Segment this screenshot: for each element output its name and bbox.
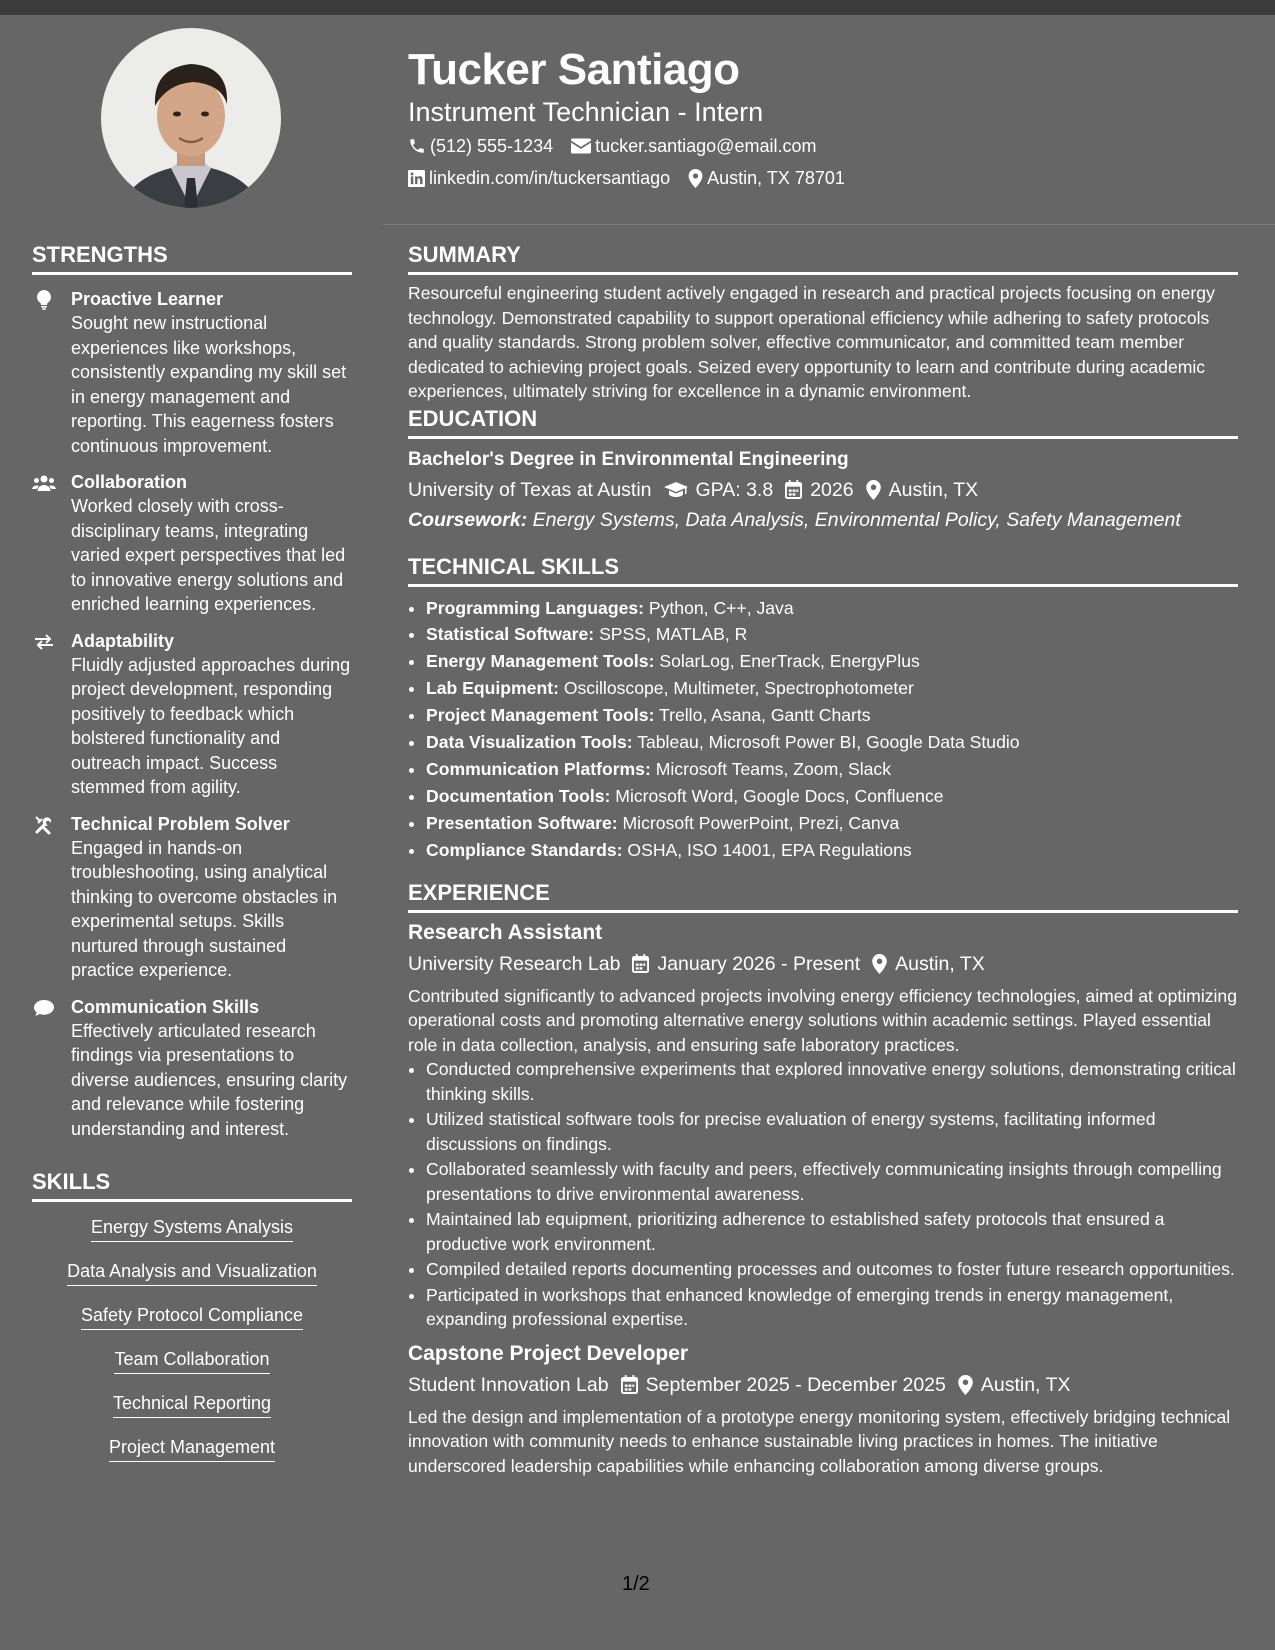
technical-skill-item (426, 729, 1238, 756)
skill-category: Programming Languages: (426, 597, 644, 618)
map-marker-icon (866, 480, 881, 500)
contact-row-2 (408, 166, 863, 190)
education-location: Austin, TX (888, 478, 979, 501)
skill-tag: Safety Protocol Compliance (81, 1303, 303, 1330)
job-meta (408, 1371, 1238, 1399)
phone-icon (408, 137, 426, 155)
job-bullet: • Participated in workshops that enhanced knowledge of emerging trends in energy management, expanding professional expertise. (426, 1283, 1238, 1332)
job-dates: September 2025 - December 2025 (645, 1373, 946, 1396)
job-dates-item (632, 950, 860, 978)
education-gpa-item (664, 476, 774, 504)
skill-values: SolarLog, EnerTrack, EnergyPlus (659, 651, 920, 672)
job-description: Contributed significantly to advanced projects involving energy efficiency technologies, aimed at optimizing operational costs and promoting alternative energy solutions within academic settings. Played essential role in data collection, analysis, and ensuring safe laboratory practices. (408, 985, 1238, 1055)
technical-skill-item (426, 783, 1238, 810)
technical-skills-list (408, 595, 1238, 864)
education-meta (408, 476, 1238, 504)
skill-values: Microsoft Word, Google Docs, Confluence (615, 785, 944, 806)
lightbulb-icon (32, 289, 56, 311)
strength-item (32, 812, 352, 983)
skill-values: OSHA, ISO 14001, EPA Regulations (627, 839, 912, 860)
skill-tags (32, 1210, 352, 1474)
skill-values: Python, C++, Java (648, 597, 794, 618)
email-address: tucker.santiago@email.com (595, 136, 817, 156)
experience-entry (408, 1340, 1238, 1479)
skill-category: Lab Equipment: (426, 678, 559, 699)
contact-row-1 (408, 134, 834, 158)
job-bullet: • Collaborated seamlessly with faculty and peers, effectively communicating insights through compelling presentations to drive environmental awareness. (426, 1157, 1238, 1206)
skill-values: Oscilloscope, Multimeter, Spectrophotometer (563, 678, 914, 699)
education-school: University of Texas at Austin (408, 478, 652, 501)
profile-photo (101, 28, 281, 208)
technical-skill-item (426, 675, 1238, 702)
experience-entry (408, 919, 1238, 1332)
technical-skill-item (426, 702, 1238, 729)
strength-item (32, 287, 352, 458)
strength-name: Communication Skills (71, 996, 260, 1017)
calendar-icon (621, 1375, 638, 1394)
comment-icon (32, 997, 56, 1019)
skill-values: Microsoft Teams, Zoom, Slack (655, 758, 892, 779)
tools-icon (32, 814, 56, 836)
top-bar (0, 0, 1275, 15)
strength-desc: Effectively articulated research findings via presentations to diverse audiences, ensuring clarity and relevance while fostering understanding and interest. (71, 1020, 348, 1139)
job-location: Austin, TX (895, 952, 985, 975)
map-marker-icon (958, 1375, 973, 1395)
strength-name: Technical Problem Solver (71, 813, 290, 834)
job-bullet: • Compiled detailed reports documenting processes and outcomes to foster future research opportunities. (426, 1257, 1238, 1282)
skill-values: Trello, Asana, Gantt Charts (659, 705, 871, 726)
job-bullets (408, 1057, 1238, 1332)
education-coursework (408, 506, 1238, 534)
skill-category: Data Visualization Tools: (426, 732, 633, 753)
strengths-list (32, 287, 352, 1141)
job-location-item (872, 950, 985, 978)
envelope-icon (571, 138, 591, 154)
job-dates: January 2026 - Present (657, 952, 861, 975)
email-contact[interactable] (571, 134, 816, 158)
strength-item (32, 470, 352, 617)
strength-name: Adaptability (71, 630, 175, 651)
strengths-heading: STRENGTHS (32, 240, 352, 275)
skill-category: Project Management Tools: (426, 705, 655, 726)
skill-tag: Project Management (109, 1435, 275, 1462)
technical-skill-item (426, 810, 1238, 837)
education-gpa: GPA: 3.8 (695, 478, 774, 501)
left-sidebar (32, 240, 352, 1474)
location-text: Austin, TX 78701 (707, 168, 845, 188)
job-org: University Research Lab (408, 952, 621, 975)
skill-values: SPSS, MATLAB, R (599, 624, 748, 645)
education-location-item (866, 476, 979, 504)
skill-tag: Data Analysis and Visualization (67, 1259, 317, 1286)
strength-desc: Sought new instructional experiences like workshops, consistently expanding my skill set in energy management and reporting. This eagerness fosters continuous improvement. (71, 313, 347, 456)
skill-category: Presentation Software: (426, 812, 618, 833)
calendar-icon (785, 480, 802, 499)
job-title: Instrument Technician - Intern (408, 97, 764, 127)
skill-category: Statistical Software: (426, 624, 595, 645)
candidate-name: Tucker Santiago (408, 45, 740, 94)
summary-text: Resourceful engineering student actively engaged in research and practical projects focusing on energy technology. Demonstrated capability to support operational efficiency while adhering to safety protocols and quality standards. Strong problem solver, effective communicator, and committed team member dedicated to achieving project goals. Seized every opportunity to learn and contribute during academic experiences, ultimately striving for excellence in a dynamic environment. (408, 283, 1215, 401)
phone-contact[interactable] (408, 134, 553, 158)
strength-name: Proactive Learner (71, 289, 224, 309)
strength-desc: Engaged in hands-on troubleshooting, using analytical thinking to overcome obstacles in experimental setups. Skills nurtured through sustained practice experience. (71, 837, 338, 980)
skill-category: Energy Management Tools: (426, 651, 655, 672)
job-bullet: • Utilized statistical software tools for precise evaluation of energy systems, facilitating informed discussions on findings. (426, 1107, 1238, 1156)
technical-skill-item (426, 648, 1238, 675)
job-bullet: • Conducted comprehensive experiments that explored innovative energy solutions, demonstrating critical thinking skills. (426, 1057, 1238, 1106)
coursework-label: Coursework: (408, 508, 528, 531)
job-org: Student Innovation Lab (408, 1373, 609, 1396)
technical-skill-item (426, 756, 1238, 783)
strength-item (32, 995, 352, 1142)
technical-skill-item (426, 621, 1238, 648)
technical-skill-item (426, 595, 1238, 622)
summary-heading: SUMMARY (408, 240, 1238, 275)
strength-desc: Worked closely with cross-disciplinary teams, integrating varied expert perspectives that led to innovative energy solutions and enriched learning experiences. (71, 496, 346, 614)
education-heading: EDUCATION (408, 404, 1238, 439)
coursework-list: Energy Systems, Data Analysis, Environmental Policy, Safety Management (532, 508, 1181, 531)
header-divider (383, 224, 1275, 225)
job-bullet: • Maintained lab equipment, prioritizing adherence to established safety protocols that ensured a productive work environment. (426, 1207, 1238, 1256)
calendar-icon (632, 954, 649, 973)
job-location: Austin, TX (980, 1373, 1071, 1396)
experience-heading: EXPERIENCE (408, 878, 1238, 913)
job-location-item (958, 1371, 1071, 1399)
skill-tag: Team Collaboration (114, 1347, 269, 1374)
map-marker-icon (872, 954, 887, 974)
education-year-item (785, 476, 853, 504)
technical-skill-item (426, 837, 1238, 864)
job-meta (408, 950, 1238, 978)
skills-heading: SKILLS (32, 1167, 352, 1202)
strength-item (32, 629, 352, 800)
graduation-cap-icon (664, 481, 688, 499)
skill-category: Compliance Standards: (426, 839, 623, 860)
location-contact (688, 166, 845, 190)
linkedin-url: linkedin.com/in/tuckersantiago (429, 168, 671, 188)
users-icon (32, 472, 56, 494)
skill-category: Documentation Tools: (426, 785, 611, 806)
education-degree: Bachelor's Degree in Environmental Engineering (408, 448, 849, 470)
page-number: 1/2 (622, 1573, 650, 1595)
strength-name: Collaboration (71, 472, 187, 492)
job-role: Capstone Project Developer (408, 1341, 689, 1365)
main-content (408, 240, 1238, 1478)
skill-tag: Technical Reporting (113, 1391, 271, 1418)
job-role: Research Assistant (408, 920, 603, 944)
skill-category: Communication Platforms: (426, 758, 651, 779)
skill-values: Microsoft PowerPoint, Prezi, Canva (622, 812, 900, 833)
linkedin-icon (408, 170, 425, 187)
map-marker-icon (688, 169, 703, 188)
phone-number: (512) 555-1234 (430, 136, 554, 156)
strength-desc: Fluidly adjusted approaches during project development, responding positively to feedback which bolstered functionality and outreach impact. Success stemmed from agility. (71, 654, 351, 797)
linkedin-contact[interactable] (408, 166, 670, 190)
exchange-icon (32, 631, 56, 653)
education-year: 2026 (810, 478, 854, 501)
technical-skills-heading: TECHNICAL SKILLS (408, 552, 1238, 587)
job-dates-item (621, 1371, 946, 1399)
skill-tag: Energy Systems Analysis (91, 1215, 293, 1242)
job-description: Led the design and implementation of a prototype energy monitoring system, effectively bridging technical innovation with community needs to enhance sustainable living practices in homes. The initiative underscored leadership capabilities while enhancing collaboration among diverse groups. (408, 1406, 1231, 1476)
skill-values: Tableau, Microsoft Power BI, Google Data Studio (637, 732, 1020, 753)
